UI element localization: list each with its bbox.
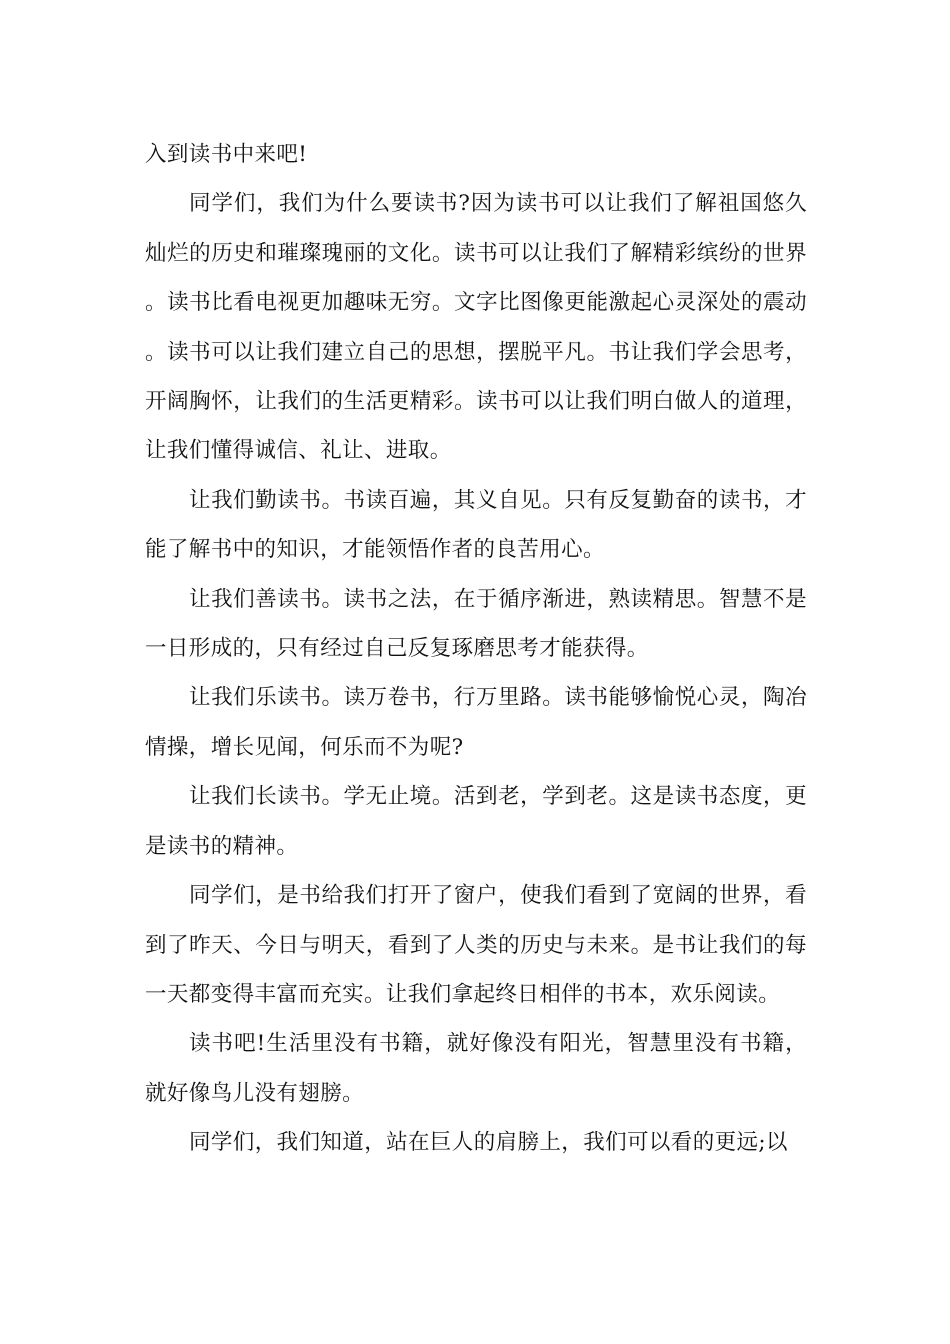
paragraph: 入到读书中来吧! <box>145 142 308 167</box>
paragraph: 让我们善读书。读书之法，在于循序渐进，熟读精思。智慧不是一日形成的，只有经过自己反复琢磨思考才能获得。 <box>145 586 807 662</box>
paragraph: 让我们勤读书。书读百遍，其义自见。只有反复勤奋的读书，才能了解书中的知识，才能领悟作者的良苦用心。 <box>145 487 807 563</box>
paragraph: 同学们，是书给我们打开了窗户，使我们看到了宽阔的世界，看到了昨天、今日与明天，看到了人类的历史与未来。是书让我们的每一天都变得丰富而充实。让我们拿起终日相伴的书本，欢乐阅读。 <box>145 883 807 1007</box>
document-body <box>145 130 807 1168</box>
paragraph: 让我们乐读书。读万卷书，行万里路。读书能够愉悦心灵，陶冶情操，增长见闻，何乐而不为呢? <box>145 685 807 760</box>
paragraph: 读书吧!生活里没有书籍，就好像没有阳光，智慧里没有书籍，就好像鸟儿没有翅膀。 <box>145 1031 807 1106</box>
paragraph: 同学们，我们知道，站在巨人的肩膀上，我们可以看的更远;以 <box>189 1130 788 1156</box>
paragraph: 同学们，我们为什么要读书?因为读书可以让我们了解祖国悠久灿烂的历史和璀璨瑰丽的文化。读书可以让我们了解精彩缤纷的世界。读书比看电视更加趣味无穷。文字比图像更能激起心灵深处的震动。读书可以让我们建立自己的思想，摆脱平凡。书让我们学会思考，开阔胸怀，让我们的生活更精彩。读书可以让我们明白做人的道理，让我们懂得诚信、礼让、进取。 <box>145 191 807 464</box>
paragraph: 让我们长读书。学无止境。活到老，学到老。这是读书态度，更是读书的精神。 <box>145 784 807 859</box>
